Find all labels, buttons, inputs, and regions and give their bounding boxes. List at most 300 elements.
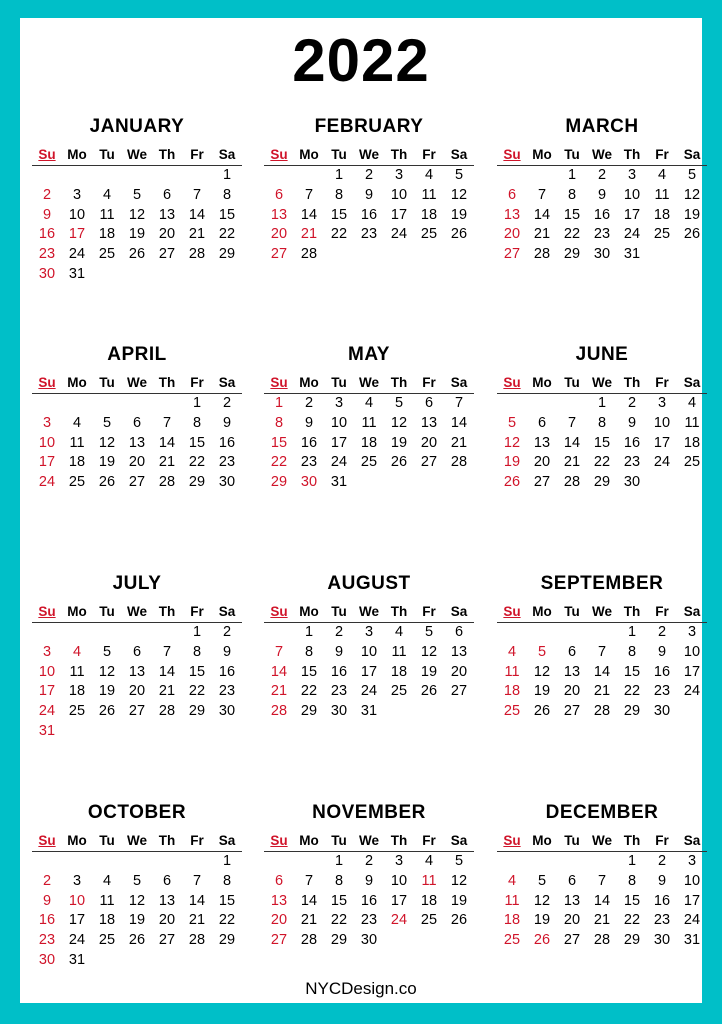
day-cell: 10 [683,872,701,889]
empty-cell [32,852,62,872]
week-row [32,453,242,473]
empty-cell [527,166,557,186]
week-row [497,166,707,186]
day-cell: 13 [270,892,288,909]
week-row [264,682,474,702]
day-cell: 13 [533,434,551,451]
month-name: APRIL [107,344,167,365]
day-cell: 22 [623,912,641,929]
week-row [264,663,474,683]
weekday-label: Fr [422,375,436,390]
weekday-label: Su [503,604,521,619]
day-cell: 25 [503,703,521,720]
day-cell: 19 [533,683,551,700]
day-cell: 23 [218,683,236,700]
weekday-label: Fr [422,604,436,619]
week-row [32,702,242,722]
weekday-label: Sa [683,147,701,162]
day-cell: 8 [627,643,637,660]
day-cell: 20 [420,434,438,451]
weekday-header [497,373,707,394]
week-row [497,434,707,454]
week-row [264,473,474,493]
weekday-label: We [126,375,147,390]
weekday-header [264,831,474,852]
weekday-label: Th [623,147,641,162]
day-cell: 29 [218,932,236,949]
day-cell: 9 [364,872,374,889]
week-row [497,225,707,245]
footer-brand: NYCDesign.co [305,979,417,998]
day-cell: 5 [507,414,517,431]
weekday-label: Su [503,147,521,162]
week-row [497,852,707,872]
week-row [264,931,474,951]
day-cell: 20 [563,683,581,700]
day-cell: 14 [593,892,611,909]
weekday-label: Su [270,147,288,162]
day-cell: 23 [360,912,378,929]
day-cell: 24 [68,932,86,949]
day-cell: 10 [653,414,671,431]
day-cell: 19 [450,892,468,909]
day-cell: 23 [593,226,611,243]
day-cell: 5 [537,872,547,889]
day-cell: 7 [537,186,547,203]
day-cell: 27 [450,683,468,700]
empty-cell [122,623,152,643]
weekday-label: We [126,147,147,162]
week-row [264,186,474,206]
day-cell: 17 [38,683,56,700]
day-cell: 4 [424,853,434,869]
day-cell: 3 [687,853,697,869]
day-cell: 22 [623,683,641,700]
day-grid [264,623,474,722]
calendar-page [20,18,702,1003]
day-cell: 24 [683,683,701,700]
weekday-label: Fr [655,833,669,848]
day-cell: 2 [627,395,637,411]
day-cell: 5 [537,643,547,660]
week-row [32,722,242,742]
day-cell: 2 [222,624,232,640]
week-row [497,892,707,912]
weekday-label: Tu [564,833,580,848]
day-cell: 19 [420,663,438,680]
day-cell: 15 [300,663,318,680]
day-cell: 28 [270,703,288,720]
day-cell: 5 [454,167,464,183]
day-cell: 27 [563,932,581,949]
day-cell: 23 [653,683,671,700]
weekday-header [264,602,474,623]
day-cell: 11 [421,872,437,889]
day-cell: 2 [364,167,374,183]
day-cell: 28 [188,246,206,263]
day-cell: 26 [503,474,521,491]
month-october [32,799,242,971]
day-cell: 9 [657,643,667,660]
weekday-label: Fr [655,147,669,162]
week-row [497,911,707,931]
day-cell: 22 [563,226,581,243]
month-august [264,570,474,722]
day-cell: 13 [128,663,146,680]
day-cell: 20 [450,663,468,680]
day-cell: 11 [654,186,670,203]
weekday-label: Su [503,833,521,848]
empty-cell [294,166,324,186]
day-cell: 22 [188,683,206,700]
day-cell: 18 [503,912,521,929]
day-cell: 17 [360,663,378,680]
day-cell: 27 [158,246,176,263]
day-cell: 30 [623,474,641,491]
weekday-header [497,602,707,623]
day-cell: 11 [69,663,85,680]
weekday-label: Fr [655,375,669,390]
day-cell: 11 [361,414,377,431]
months-grid [20,18,702,1003]
day-cell: 11 [504,892,520,909]
day-cell: 12 [98,434,116,451]
day-cell: 9 [42,206,52,223]
day-cell: 29 [623,932,641,949]
week-row [497,245,707,265]
weekday-header [32,145,242,166]
day-cell: 25 [653,226,671,243]
year-title: 2022 [292,27,430,94]
day-cell: 25 [503,932,521,949]
day-cell: 6 [132,643,142,660]
day-cell: 26 [98,703,116,720]
day-cell: 4 [72,414,82,431]
day-cell: 16 [653,663,671,680]
day-cell: 24 [683,912,701,929]
empty-cell [32,394,62,414]
day-cell: 18 [420,206,438,223]
day-cell: 23 [38,246,56,263]
day-cell: 22 [188,454,206,471]
day-cell: 27 [158,932,176,949]
day-cell: 14 [533,206,551,223]
weekday-label: Mo [299,833,319,848]
day-cell: 28 [158,474,176,491]
day-grid [32,852,242,971]
day-cell: 15 [563,206,581,223]
week-row [264,911,474,931]
day-cell: 17 [390,206,408,223]
day-cell: 16 [330,663,348,680]
day-cell: 7 [567,414,577,431]
day-cell: 21 [188,912,206,929]
week-row [264,225,474,245]
day-cell: 29 [563,246,581,263]
day-cell: 19 [128,912,146,929]
week-row [32,434,242,454]
weekday-label: Su [38,375,56,390]
day-cell: 2 [42,186,52,203]
day-cell: 31 [68,265,86,282]
day-cell: 17 [68,912,86,929]
day-cell: 4 [364,395,374,411]
day-cell: 14 [188,892,206,909]
week-row [32,663,242,683]
day-cell: 2 [222,395,232,411]
week-row [264,852,474,872]
weekday-label: Th [623,604,641,619]
day-cell: 20 [563,912,581,929]
week-row [264,872,474,892]
day-cell: 16 [38,226,56,243]
day-cell: 22 [218,912,236,929]
week-row [497,702,707,722]
day-cell: 29 [300,703,318,720]
day-cell: 27 [128,703,146,720]
day-cell: 24 [360,683,378,700]
month-name: MARCH [565,116,639,137]
week-row [32,394,242,414]
empty-cell [92,394,122,414]
weekday-label: Fr [190,604,204,619]
day-cell: 30 [653,703,671,720]
weekday-label: Mo [67,833,87,848]
day-cell: 12 [533,663,551,680]
day-cell: 6 [162,186,172,203]
day-cell: 27 [270,246,288,263]
day-cell: 7 [304,872,314,889]
day-grid [264,394,474,493]
day-grid [497,394,707,493]
day-cell: 6 [424,395,434,411]
week-row [32,911,242,931]
week-row [264,434,474,454]
day-cell: 14 [300,206,318,223]
day-cell: 4 [507,643,517,660]
day-cell: 8 [192,414,202,431]
day-cell: 13 [563,892,581,909]
week-row [497,186,707,206]
weekday-label: Fr [190,833,204,848]
day-cell: 2 [364,853,374,869]
week-row [32,623,242,643]
empty-cell [527,394,557,414]
day-cell: 12 [128,206,146,223]
weekday-label: Tu [564,375,580,390]
day-cell: 17 [683,663,701,680]
day-cell: 25 [98,246,116,263]
weekday-label: Tu [99,604,115,619]
day-cell: 4 [424,167,434,183]
weekday-header [32,831,242,852]
week-row [32,245,242,265]
empty-cell [152,394,182,414]
day-cell: 9 [42,892,52,909]
empty-cell [587,623,617,643]
empty-cell [497,852,527,872]
day-cell: 23 [218,454,236,471]
day-cell: 17 [623,206,641,223]
week-row [264,245,474,265]
weekday-label: We [591,604,612,619]
day-cell: 2 [657,624,667,640]
weekday-label: We [358,833,379,848]
day-cell: 18 [98,912,116,929]
week-row [264,623,474,643]
week-row [497,663,707,683]
day-cell: 6 [537,414,547,431]
day-cell: 19 [683,206,701,223]
day-cell: 18 [390,663,408,680]
weekday-label: Sa [683,375,701,390]
empty-cell [497,394,527,414]
day-cell: 21 [158,683,176,700]
day-cell: 5 [454,853,464,869]
weekday-label: Sa [450,833,468,848]
day-cell: 5 [132,186,142,203]
day-cell: 14 [188,206,206,223]
day-cell: 16 [360,892,378,909]
day-cell: 1 [274,395,284,411]
empty-cell [264,166,294,186]
day-cell: 28 [158,703,176,720]
day-cell: 13 [563,663,581,680]
day-cell: 31 [330,474,348,491]
weekday-label: Fr [422,833,436,848]
weekday-label: Tu [564,604,580,619]
day-cell: 9 [657,872,667,889]
weekday-label: Mo [532,375,552,390]
day-cell: 12 [503,434,521,451]
week-row [497,414,707,434]
day-cell: 27 [563,703,581,720]
day-cell: 1 [192,624,202,640]
day-cell: 20 [128,683,146,700]
day-cell: 25 [360,454,378,471]
empty-cell [62,394,92,414]
day-cell: 4 [687,395,697,411]
day-cell: 3 [42,414,52,431]
day-cell: 14 [270,663,288,680]
day-cell: 8 [334,872,344,889]
day-cell: 16 [300,434,318,451]
day-cell: 11 [504,663,520,680]
day-cell: 18 [653,206,671,223]
month-june [497,341,707,493]
day-cell: 5 [424,624,434,640]
day-cell: 20 [503,226,521,243]
week-row [32,892,242,912]
day-cell: 5 [102,643,112,660]
day-cell: 1 [627,853,637,869]
weekday-label: We [591,147,612,162]
weekday-header [32,373,242,394]
day-cell: 14 [300,892,318,909]
day-cell: 21 [563,454,581,471]
weekday-label: Mo [299,375,319,390]
week-row [264,702,474,722]
day-cell: 2 [597,167,607,183]
day-cell: 19 [533,912,551,929]
day-cell: 25 [68,474,86,491]
day-cell: 27 [503,246,521,263]
weekday-label: We [591,375,612,390]
day-grid [264,166,474,265]
day-cell: 21 [450,434,468,451]
day-cell: 2 [657,853,667,869]
weekday-label: Sa [683,604,701,619]
week-row [32,414,242,434]
weekday-label: Mo [299,604,319,619]
day-cell: 7 [274,643,284,660]
weekday-label: We [358,604,379,619]
day-cell: 19 [128,226,146,243]
month-december [497,799,707,951]
empty-cell [587,852,617,872]
day-cell: 27 [420,454,438,471]
weekday-label: Tu [564,147,580,162]
day-cell: 7 [597,643,607,660]
day-cell: 6 [132,414,142,431]
day-cell: 6 [274,186,284,203]
day-cell: 1 [222,853,232,869]
day-cell: 16 [218,663,236,680]
day-cell: 3 [364,624,374,640]
empty-cell [264,623,294,643]
month-september [497,570,707,722]
weekday-label: Sa [218,147,236,162]
empty-cell [32,166,62,186]
empty-cell [182,166,212,186]
day-cell: 16 [38,912,56,929]
weekday-label: Mo [67,375,87,390]
day-cell: 25 [68,703,86,720]
day-cell: 28 [593,703,611,720]
day-cell: 3 [42,643,52,660]
day-cell: 3 [687,624,697,640]
day-cell: 25 [98,932,116,949]
day-cell: 21 [158,454,176,471]
day-cell: 21 [533,226,551,243]
empty-cell [92,623,122,643]
day-cell: 20 [128,454,146,471]
day-cell: 5 [687,167,697,183]
weekday-label: We [591,833,612,848]
day-cell: 6 [507,186,517,203]
empty-cell [557,394,587,414]
day-cell: 30 [300,474,318,491]
day-cell: 15 [593,434,611,451]
month-name: NOVEMBER [312,802,426,823]
day-cell: 22 [218,226,236,243]
day-cell: 3 [72,186,82,203]
day-cell: 5 [132,872,142,889]
week-row [497,623,707,643]
day-cell: 18 [683,434,701,451]
day-cell: 27 [533,474,551,491]
day-cell: 6 [274,872,284,889]
day-cell: 10 [360,643,378,660]
day-cell: 20 [270,912,288,929]
day-cell: 18 [420,892,438,909]
day-cell: 3 [657,395,667,411]
weekday-label: Fr [190,375,204,390]
day-cell: 14 [158,663,176,680]
day-cell: 15 [330,206,348,223]
week-row [497,206,707,226]
day-cell: 28 [593,932,611,949]
